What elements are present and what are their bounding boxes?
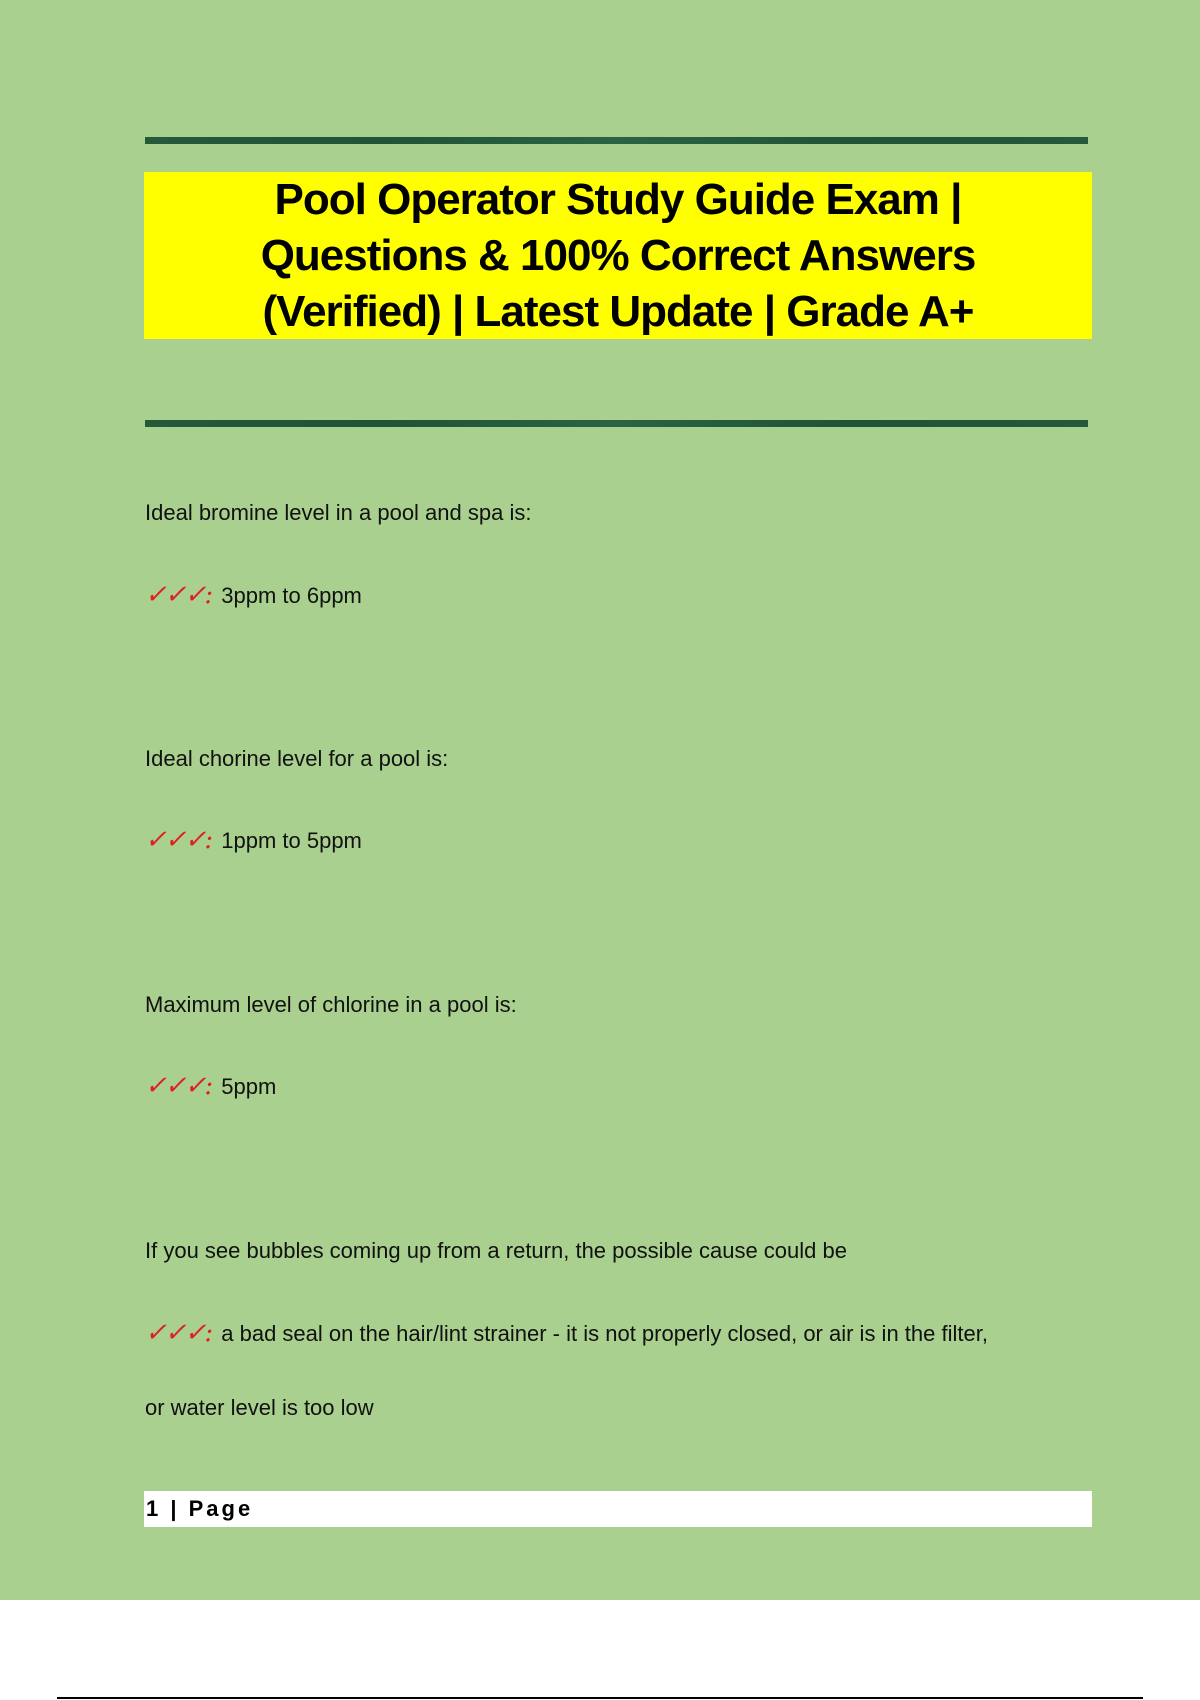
page-footer (144, 1491, 1092, 1527)
answer-2 (145, 825, 362, 855)
answer-1-text: 3ppm to 6ppm (221, 583, 362, 608)
checkmark-icon: ✓✓✓: (145, 580, 212, 610)
question-2: Ideal chorine level for a pool is: (145, 746, 449, 771)
page-number: 1 | Page (146, 1496, 254, 1521)
title-banner (144, 172, 1092, 339)
question-4: If you see bubbles coming up from a return, the possible cause could be (145, 1238, 847, 1263)
answer-4-text: a bad seal on the hair/lint strainer - it is not properly closed, or air is in the filter, (221, 1321, 988, 1346)
answer-1 (145, 580, 362, 610)
answer-4 (145, 1318, 988, 1348)
question-1: Ideal bromine level in a pool and spa is: (145, 500, 532, 525)
answer-4-continued: or water level is too low (145, 1395, 374, 1420)
checkmark-icon: ✓✓✓: (145, 1318, 212, 1348)
next-page-edge (57, 1697, 1143, 1699)
answer-3-text: 5ppm (221, 1074, 277, 1099)
bottom-divider (145, 420, 1088, 427)
document-title: Pool Operator Study Guide Exam | Questions & 100% Correct Answers (Verified) | Latest Update | Grade A+ (260, 174, 976, 336)
answer-3 (145, 1071, 276, 1101)
checkmark-icon: ✓✓✓: (145, 1071, 212, 1101)
checkmark-icon: ✓✓✓: (145, 825, 212, 855)
answer-2-text: 1ppm to 5ppm (221, 828, 362, 853)
question-3: Maximum level of chlorine in a pool is: (145, 992, 517, 1017)
top-divider (145, 137, 1088, 144)
